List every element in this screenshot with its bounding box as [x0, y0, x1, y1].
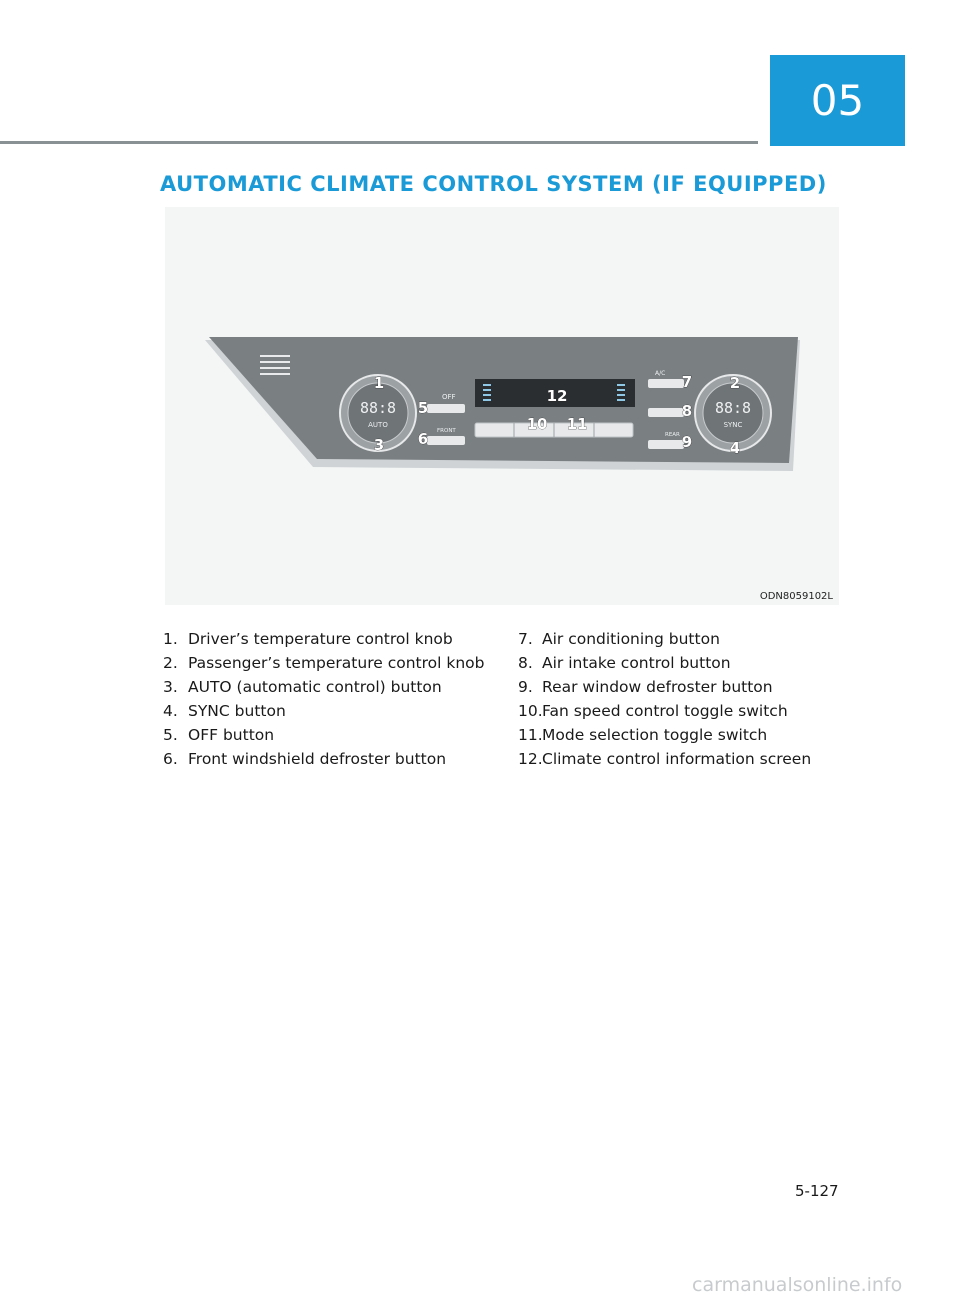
legend-item	[163, 723, 503, 747]
page-number: 5-127	[795, 1182, 839, 1200]
callout-2: 2	[729, 374, 741, 392]
legend-item	[163, 675, 503, 699]
legend-text: Passenger’s temperature control knob	[188, 654, 485, 672]
rear-defrost-button	[648, 440, 684, 449]
chapter-tab: 05	[770, 55, 905, 146]
sync-label: SYNC	[723, 421, 743, 429]
callout-3: 3	[373, 436, 385, 454]
callout-1: 1	[373, 374, 385, 392]
climate-panel-illustration	[165, 207, 839, 605]
callout-7: 7	[681, 373, 693, 391]
figure-code: ODN8059102L	[759, 591, 833, 602]
legend-num: 12.	[518, 750, 543, 768]
callout-5: 5	[417, 399, 429, 417]
callout-12: 12	[546, 387, 568, 405]
legend-item	[518, 675, 838, 699]
section-title: AUTOMATIC CLIMATE CONTROL SYSTEM (IF EQUIPPED)	[160, 172, 827, 196]
legend-left	[163, 627, 503, 771]
watermark: carmanualsonline.info	[692, 1274, 903, 1296]
legend-item	[518, 747, 838, 771]
legend-text: Mode selection toggle switch	[542, 726, 768, 744]
auto-label: AUTO	[368, 421, 388, 429]
climate-panel-figure	[165, 207, 839, 605]
legend-item	[518, 699, 838, 723]
callout-4: 4	[729, 439, 741, 457]
legend-item	[518, 651, 838, 675]
legend-num: 11.	[518, 726, 543, 744]
legend-num: 9.	[518, 678, 533, 696]
legend-num: 3.	[163, 678, 178, 696]
legend-num: 4.	[163, 702, 178, 720]
legend-text: Air intake control button	[542, 654, 731, 672]
legend-num: 5.	[163, 726, 178, 744]
legend-num: 10.	[518, 702, 543, 720]
callout-10: 10	[526, 415, 548, 433]
legend-num: 2.	[163, 654, 178, 672]
passenger-temp-display: 88:8	[714, 399, 752, 417]
front-label: FRONT	[437, 428, 456, 434]
legend-text: SYNC button	[188, 702, 286, 720]
legend-item	[518, 627, 838, 651]
legend-num: 6.	[163, 750, 178, 768]
callout-6: 6	[417, 430, 429, 448]
legend-text: Driver’s temperature control knob	[188, 630, 453, 648]
legend-num: 1.	[163, 630, 178, 648]
legend-text: Front windshield defroster button	[188, 750, 447, 768]
driver-temp-display: 88:8	[359, 399, 397, 417]
legend-item	[163, 747, 503, 771]
legend-text: Climate control information screen	[542, 750, 812, 768]
front-defrost-button	[427, 436, 465, 445]
off-label: OFF	[442, 393, 456, 401]
off-button	[427, 404, 465, 413]
legend-text: AUTO (automatic control) button	[188, 678, 442, 696]
ac-label: A/C	[655, 370, 666, 377]
callout-11: 11	[566, 415, 588, 433]
header-rule	[0, 141, 758, 144]
legend-item	[163, 699, 503, 723]
air-intake-button	[648, 408, 684, 417]
legend-item	[163, 651, 503, 675]
legend-item	[163, 627, 503, 651]
legend-text: Fan speed control toggle switch	[542, 702, 788, 720]
callout-8: 8	[681, 402, 693, 420]
legend-right	[518, 627, 838, 771]
legend-num: 8.	[518, 654, 533, 672]
rear-label: REAR	[665, 432, 680, 438]
legend-num: 7.	[518, 630, 533, 648]
callout-9: 9	[681, 433, 693, 451]
legend-text: Air conditioning button	[542, 630, 720, 648]
ac-button	[648, 379, 684, 388]
legend-text: Rear window defroster button	[542, 678, 773, 696]
legend-text: OFF button	[188, 726, 275, 744]
legend-item	[518, 723, 838, 747]
